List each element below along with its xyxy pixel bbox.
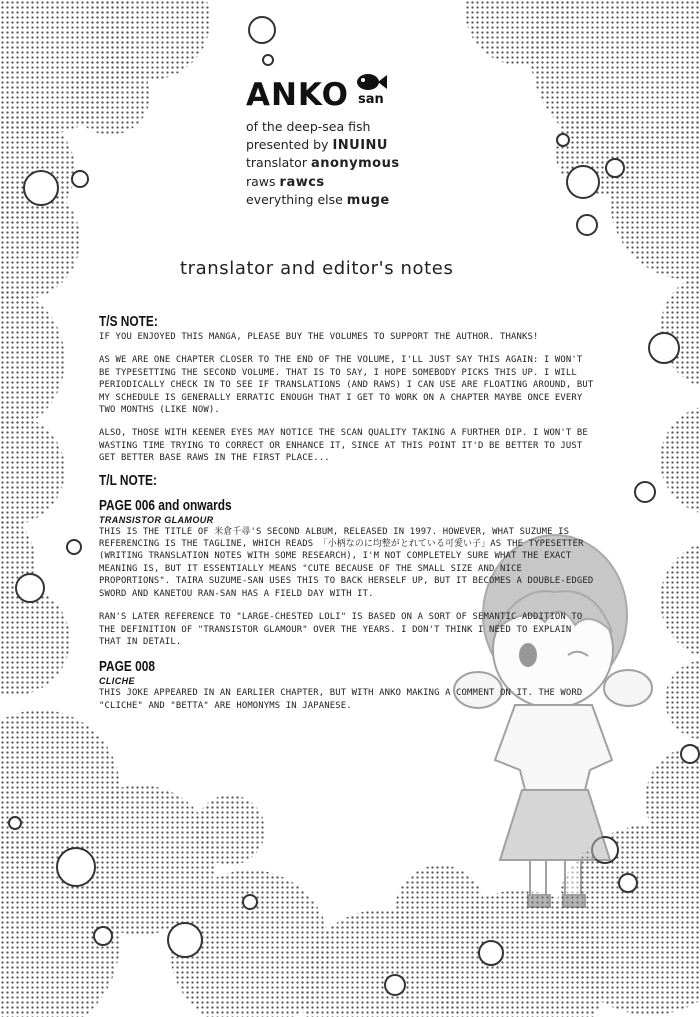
ts-note-paragraph: ALSO, THOSE WITH KEENER EYES MAY NOTICE THE SCAN QUALITY TAKING A FURTHER DIP. I WON'T BE WASTING TIME TRYING TO CORRECT OR ENHANCE IT, SINCE AT THIS POINT IT'D BE BETTER TO JUST GET BETTER BASE RAWS IN THE FIRST PLACE... xyxy=(99,428,588,464)
credit-name: rawcs xyxy=(279,174,325,190)
title-logo xyxy=(246,78,466,118)
page-reference: PAGE 008 xyxy=(99,659,155,676)
ts-note-paragraph: AS WE ARE ONE CHAPTER CLOSER TO THE END OF THE VOLUME, I'LL JUST SAY THIS AGAIN: I WON'T BE TYPESETTING THE SECOND VOLUME. THAT IS TO SAY, I HOPE SOMEBODY PICKS THIS UP. I WILL PERIODICALLY CHECK IN TO SEE IF TRANSLATIONS (AND RAWS) I CAN USE ARE FLOATING AROUND, BUT MY SCHEDULE IS GENERALLY ERRATIC ENOUGH THAT I GET TO WORK ON A CHAPTER MAYBE ONCE EVERY TWO MONTHS (LIKE NOW). xyxy=(99,355,594,416)
fish-icon xyxy=(352,70,388,92)
credit-label: raws xyxy=(246,173,276,189)
credit-line-author xyxy=(246,136,466,155)
credit-line-subtitle: of the deep-sea fish xyxy=(246,119,371,134)
tl-note-paragraph: THIS JOKE APPEARED IN AN EARLIER CHAPTER, BUT WITH ANKO MAKING A COMMENT ON IT. THE WORD "CLICHE" AND "BETTA" ARE HOMONYMS IN JAPANESE. xyxy=(99,688,583,711)
page-reference: PAGE 006 and onwards xyxy=(99,497,232,514)
credit-line-raws xyxy=(246,173,466,192)
note-term: CLICHE xyxy=(99,676,135,687)
credit-name: INUINU xyxy=(332,137,388,153)
tl-note-paragraph: RAN'S LATER REFERENCE TO "LARGE-CHESTED LOLI" IS BASED ON A SORT OF SEMANTIC ADDITION TO THE DEFINITION OF "TRANSISTOR GLAMOUR" OVER THE YEARS. I DON'T THINK I NEED TO EXPLAIN THAT IN DETAIL. xyxy=(99,612,583,647)
note-term: TRANSISTOR GLAMOUR xyxy=(99,514,214,525)
ts-note-paragraph: IF YOU ENJOYED THIS MANGA, PLEASE BUY THE VOLUMES TO SUPPORT THE AUTHOR. THANKS! xyxy=(99,332,539,342)
credit-label: translator xyxy=(246,155,307,170)
logo-title: ANKO xyxy=(246,77,349,113)
page-title: translator and editor's notes xyxy=(180,258,454,279)
credit-name: anonymous xyxy=(310,156,400,171)
notes-body xyxy=(99,314,594,723)
credit-label: presented by xyxy=(246,136,329,152)
credit-line-other xyxy=(246,191,466,210)
tl-note-paragraph: THIS IS THE TITLE OF 米倉千尋'S SECOND ALBUM, RELEASED IN 1997. HOWEVER, WHAT SUZUME IS REFERENCING IS THE TAGLINE, WHICH READS 「小柄なのに均整がとれている可愛い子」AS THE TYPESETTER (WRITING TRANSLATION NOTES WITH SOME RESEARCH), I'M NOT COMPLETELY SURE WHAT THE EXACT MEANING IS, BUT IT ESSENTIALLY MEANS "CUTE BECAUSE OF THE SMALL SIZE AND NICE PROPORTIONS". TAIRA SUZUME-SAN USES THIS TO BACK HERSELF UP, BUT IT BECOMES A DOUBLE-EDGED SWORD AND KANETOU RAN-SAN HAS A FIELD DAY WITH IT. xyxy=(99,526,594,599)
credit-name: muge xyxy=(346,193,390,208)
credit-label: everything else xyxy=(246,192,343,207)
credit-line-translator xyxy=(246,154,466,173)
ts-note-title: T/S NOTE: xyxy=(99,314,158,330)
logo-subtitle: san xyxy=(358,92,384,107)
credits-block xyxy=(246,78,466,210)
tl-note-title: T/L NOTE: xyxy=(99,472,157,489)
